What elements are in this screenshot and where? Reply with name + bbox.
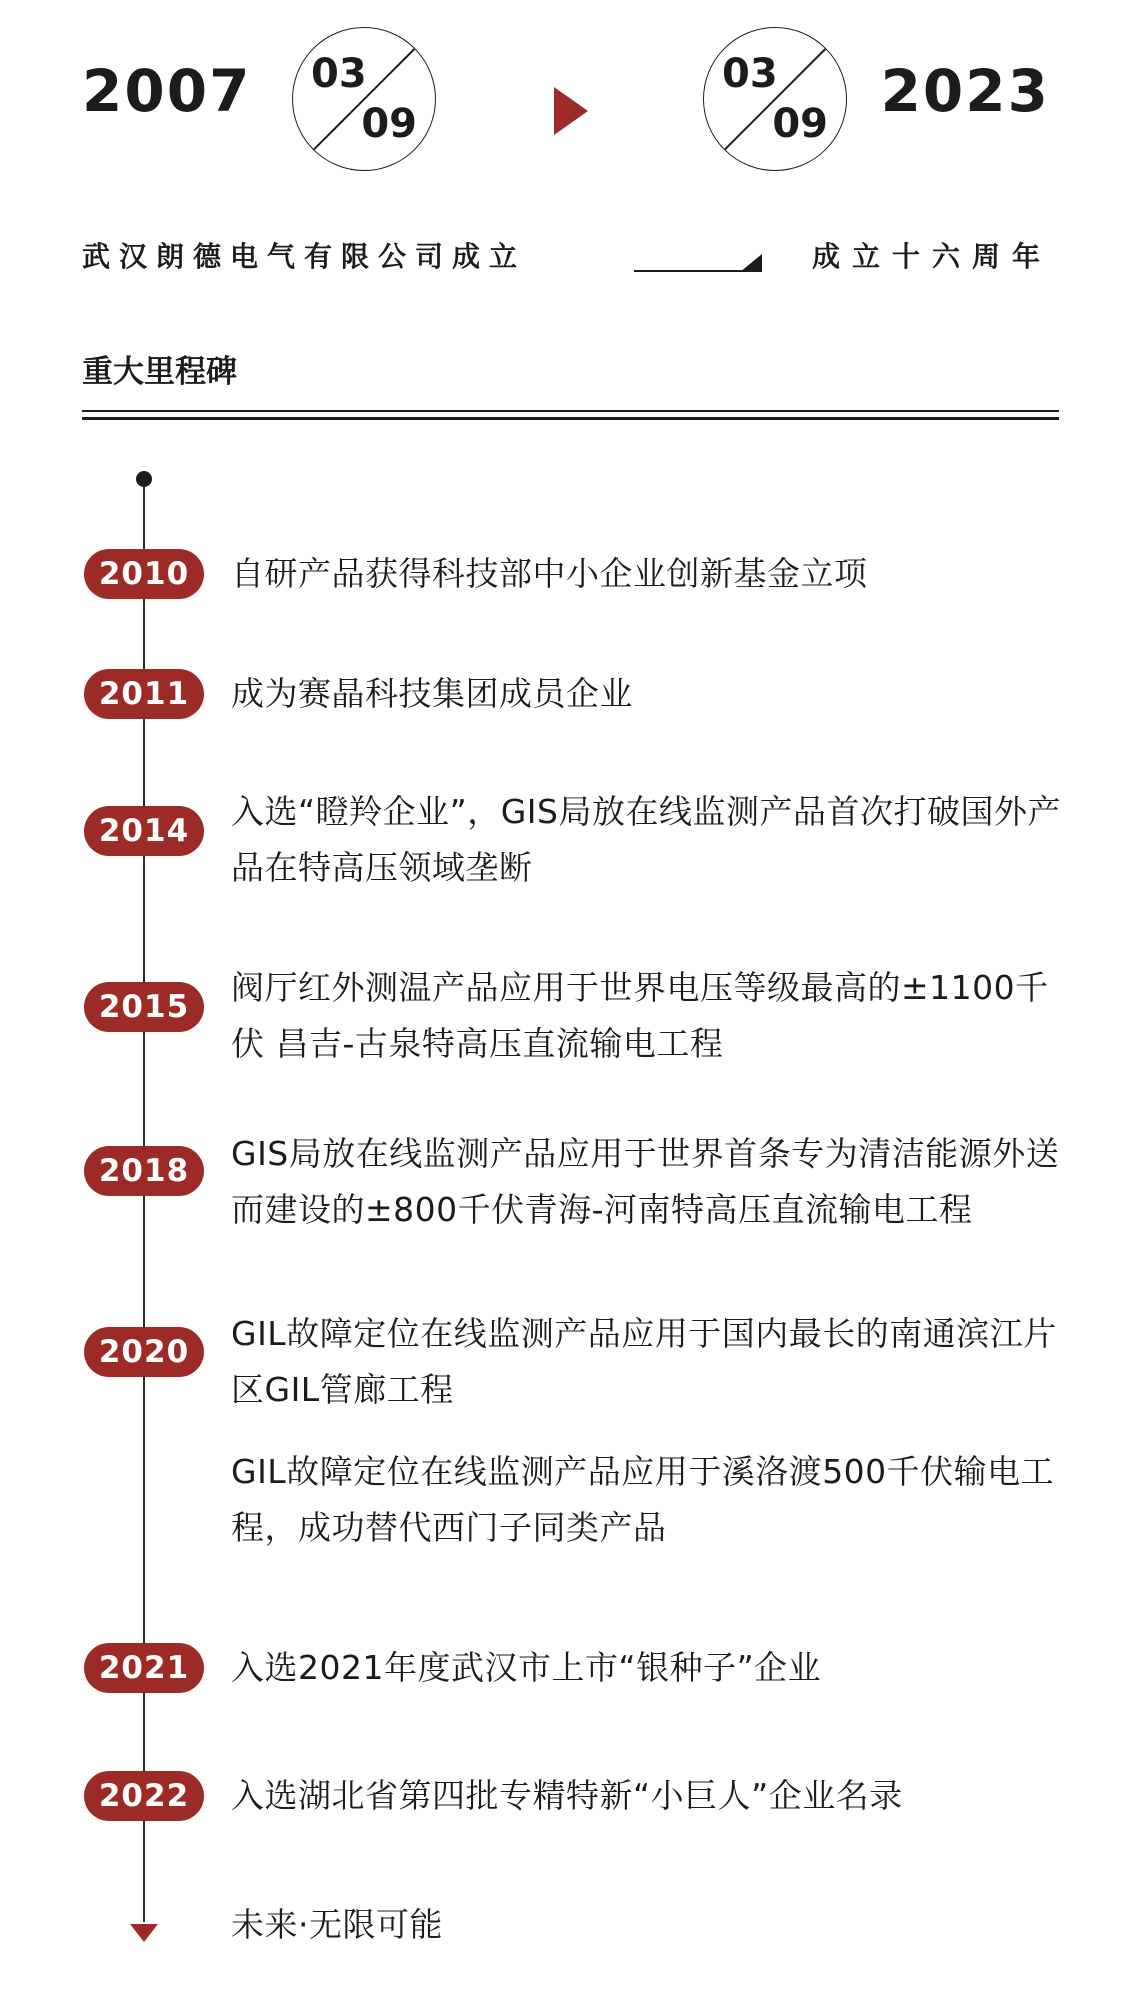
future-text: 未来·无限可能 — [231, 1905, 443, 1944]
year-badge-2010: 2010 — [84, 549, 204, 599]
title-divider — [82, 410, 1059, 412]
end-caption: 成立十六周年 — [811, 240, 1052, 273]
year-badge-2022: 2022 — [84, 1771, 204, 1821]
year-badge-2020: 2020 — [84, 1327, 204, 1377]
milestone-text-2021: 入选2021年度武汉市上市“银种子”企业 — [231, 1648, 822, 1687]
end-date-circle — [703, 27, 847, 171]
milestone-text-2010: 自研产品获得科技部中小企业创新基金立项 — [231, 554, 868, 593]
title-divider-thick — [82, 417, 1059, 420]
timeline-start-dot — [136, 471, 152, 487]
end-year: 2023 — [880, 57, 1050, 125]
year-badge-2015: 2015 — [84, 982, 204, 1032]
milestone-text-2014: 入选“瞪羚企业”，GIS局放在线监测产品首次打破国外产品在特高压领域垄断 — [231, 792, 1061, 887]
milestone-text-2020-a: GIL故障定位在线监测产品应用于国内最长的南通滨江片区GIL管廊工程 — [231, 1314, 1057, 1409]
end-month: 03 — [722, 51, 778, 97]
milestone-text-2020-b: GIL故障定位在线监测产品应用于溪洛渡500千伏输电工程，成功替代西门子同类产品 — [231, 1452, 1055, 1547]
start-year: 2007 — [82, 57, 252, 125]
start-month: 03 — [311, 51, 367, 97]
timeline-end-arrow-icon — [130, 1924, 158, 1942]
right-arrow-icon — [634, 252, 762, 274]
start-date-circle — [292, 27, 436, 171]
year-badge-2011: 2011 — [84, 669, 204, 719]
milestone-text-2018: GIS局放在线监测产品应用于世界首条专为清洁能源外送而建设的±800千伏青海-河南特高压直流输电工程 — [231, 1134, 1060, 1229]
year-badge-2018: 2018 — [84, 1146, 204, 1196]
start-day: 09 — [361, 101, 417, 147]
milestone-text-2015: 阀厅红外测温产品应用于世界电压等级最高的±1100千伏 昌吉-古泉特高压直流输电工程 — [231, 968, 1049, 1063]
milestone-text-2022: 入选湖北省第四批专精特新“小巨人”企业名录 — [231, 1776, 903, 1815]
year-badge-2021: 2021 — [84, 1643, 204, 1693]
milestone-text-2011: 成为赛晶科技集团成员企业 — [231, 674, 633, 713]
start-caption: 武汉朗德电气有限公司成立 — [82, 240, 527, 273]
section-title: 重大里程碑 — [82, 354, 237, 390]
year-badge-2014: 2014 — [84, 806, 204, 856]
end-day: 09 — [772, 101, 828, 147]
play-arrow-icon — [554, 87, 588, 135]
